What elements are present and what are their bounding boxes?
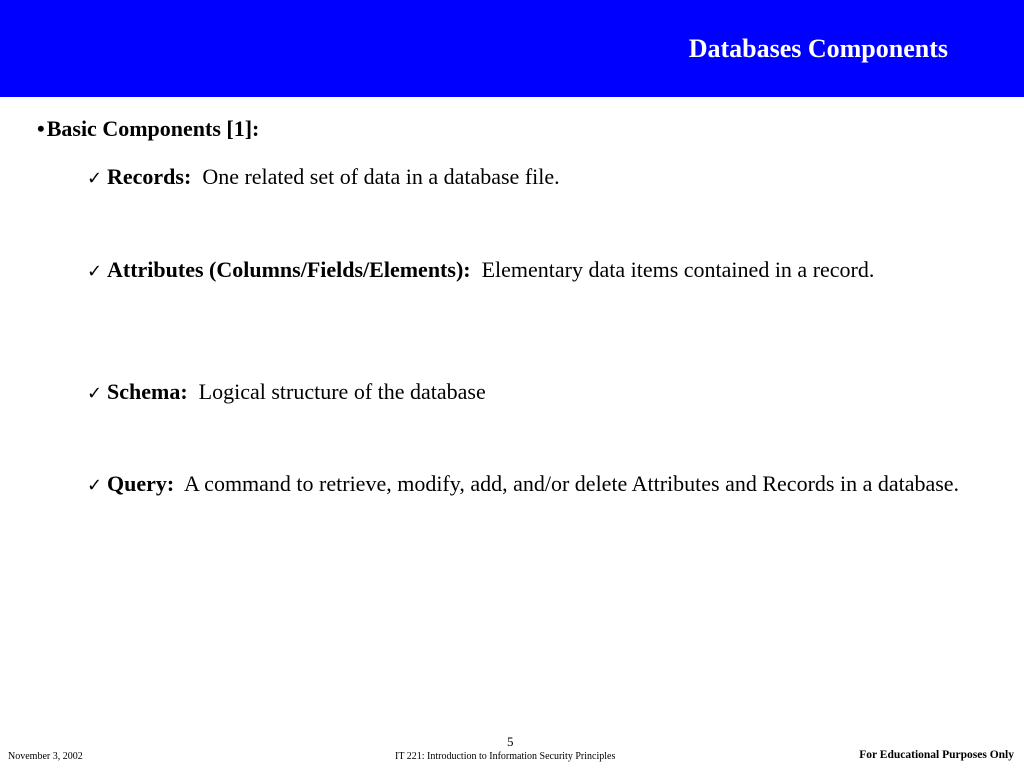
- component-item-schema: [87, 376, 1002, 409]
- checkmark-icon: ✓: [87, 383, 103, 404]
- component-term: Attributes (Columns/Fields/Elements):: [107, 257, 471, 282]
- component-description: Logical structure of the database: [198, 379, 486, 404]
- main-bullet-text: Basic Components [1]:: [46, 116, 260, 141]
- footer-note: For Educational Purposes Only: [859, 749, 1014, 761]
- checkmark-icon: ✓: [87, 168, 103, 189]
- checkmark-icon: ✓: [87, 261, 103, 282]
- bullet-dot: •: [37, 116, 45, 141]
- component-description: Elementary data items contained in a record.: [481, 257, 875, 282]
- component-description: One related set of data in a database file.: [202, 164, 560, 189]
- component-term: Schema:: [107, 379, 188, 404]
- component-item-query: [87, 468, 1002, 501]
- main-bullet: [37, 116, 259, 142]
- component-term: Query:: [107, 471, 175, 496]
- component-description: A command to retrieve, modify, add, and/or delete Attributes and Records in a database.: [184, 471, 960, 496]
- component-item-attributes: [87, 254, 1002, 287]
- page-number: 5: [507, 734, 514, 749]
- footer-date: November 3, 2002: [8, 751, 83, 762]
- component-term: Records:: [107, 164, 192, 189]
- footer-course-name: IT 221: Introduction to Information Security Principles: [395, 751, 616, 762]
- title-bar: [0, 0, 1024, 97]
- slide-title: Databases Components: [688, 34, 948, 63]
- component-item-records: [87, 161, 1002, 194]
- checkmark-icon: ✓: [87, 475, 103, 496]
